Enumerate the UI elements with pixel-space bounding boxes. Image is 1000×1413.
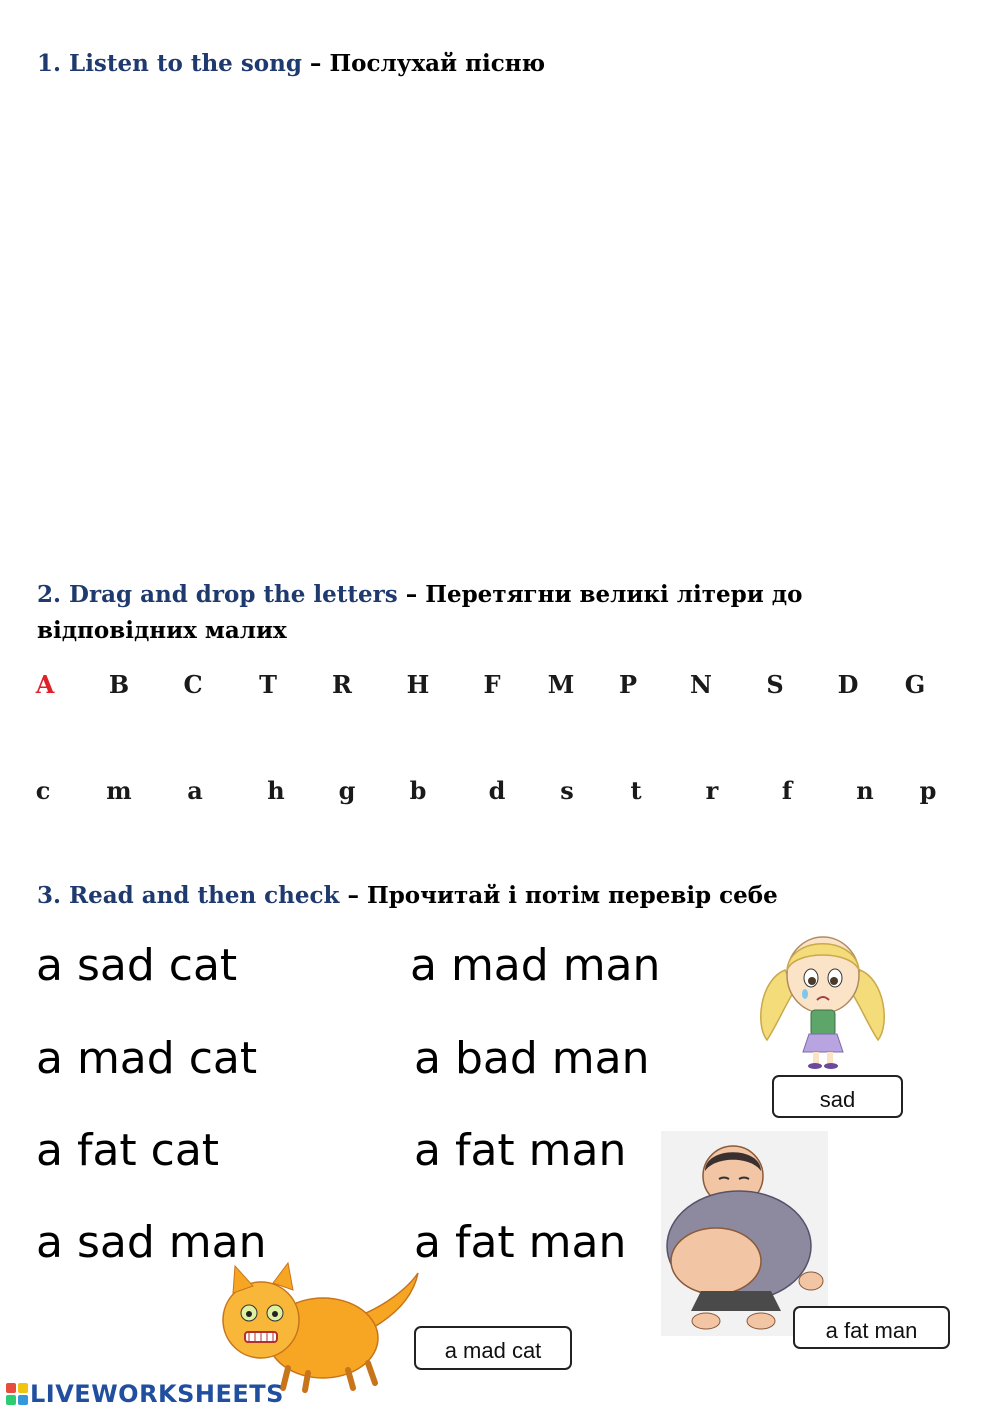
mad-cat-image xyxy=(213,1258,423,1393)
section-1-title-en: 1. Listen to the song xyxy=(37,50,302,77)
phrase-right: a mad man xyxy=(410,940,661,991)
dash: – xyxy=(301,50,330,77)
section-3-title-en: 3. Read and then check xyxy=(37,882,340,909)
logo-mark-icon xyxy=(6,1383,28,1405)
lower-letter: p xyxy=(919,776,937,805)
section-2-title-en: 2. Drag and drop the letters xyxy=(37,581,398,608)
upper-letter[interactable]: C xyxy=(183,670,203,699)
upper-letter[interactable]: A xyxy=(35,670,55,699)
upper-letter[interactable]: R xyxy=(332,670,352,699)
liveworksheets-logo xyxy=(6,1380,284,1408)
lower-letter: h xyxy=(267,776,285,805)
lower-letter: r xyxy=(705,776,719,805)
upper-letter[interactable]: M xyxy=(547,670,575,699)
upper-letter[interactable]: T xyxy=(259,670,277,699)
section-2-heading-line2: відповідних малих xyxy=(37,617,287,644)
sad-girl-image xyxy=(755,930,890,1070)
phrase-left: a sad man xyxy=(36,1217,267,1268)
answer-box-cat[interactable]: a mad cat xyxy=(414,1326,572,1370)
lower-letter: d xyxy=(488,776,506,805)
lower-letter: b xyxy=(409,776,427,805)
dash: – xyxy=(339,882,367,909)
upper-letter[interactable]: S xyxy=(766,670,784,699)
lower-letter: g xyxy=(338,776,356,805)
lower-letter: t xyxy=(630,776,642,805)
section-3-heading xyxy=(37,878,778,914)
phrase-right: a fat man xyxy=(414,1217,627,1268)
phrase-right: a bad man xyxy=(414,1033,650,1084)
lower-letter: s xyxy=(560,776,574,805)
upper-letter[interactable]: B xyxy=(108,670,130,699)
lower-letter: n xyxy=(856,776,874,805)
dash: – xyxy=(397,581,426,608)
section-1-heading xyxy=(37,46,545,82)
section-2-title-uk: Перетягни великі літери до xyxy=(425,581,803,608)
phrase-left: a fat cat xyxy=(36,1125,220,1176)
upper-letter[interactable]: N xyxy=(690,670,712,699)
section-3-title-uk: Прочитай і потім перевір себе xyxy=(367,882,778,909)
upper-letter[interactable]: H xyxy=(406,670,430,699)
lower-letter: f xyxy=(781,776,793,805)
phrase-left: a mad cat xyxy=(36,1033,258,1084)
answer-box-girl[interactable]: sad xyxy=(772,1075,903,1118)
upper-letter[interactable]: P xyxy=(618,670,638,699)
lower-letter: m xyxy=(106,776,132,805)
section-2-heading xyxy=(37,577,802,613)
logo-text: LIVEWORKSHEETS xyxy=(30,1380,284,1408)
phrase-right: a fat man xyxy=(414,1125,627,1176)
lower-letter: c xyxy=(35,776,51,805)
phrase-left: a sad cat xyxy=(36,940,238,991)
section-1-title-uk: Послухай пісню xyxy=(329,50,546,77)
upper-letter[interactable]: F xyxy=(483,670,501,699)
upper-letter[interactable]: D xyxy=(837,670,859,699)
lower-letter: a xyxy=(187,776,203,805)
upper-letter[interactable]: G xyxy=(904,670,926,699)
answer-box-man[interactable]: a fat man xyxy=(793,1306,950,1349)
